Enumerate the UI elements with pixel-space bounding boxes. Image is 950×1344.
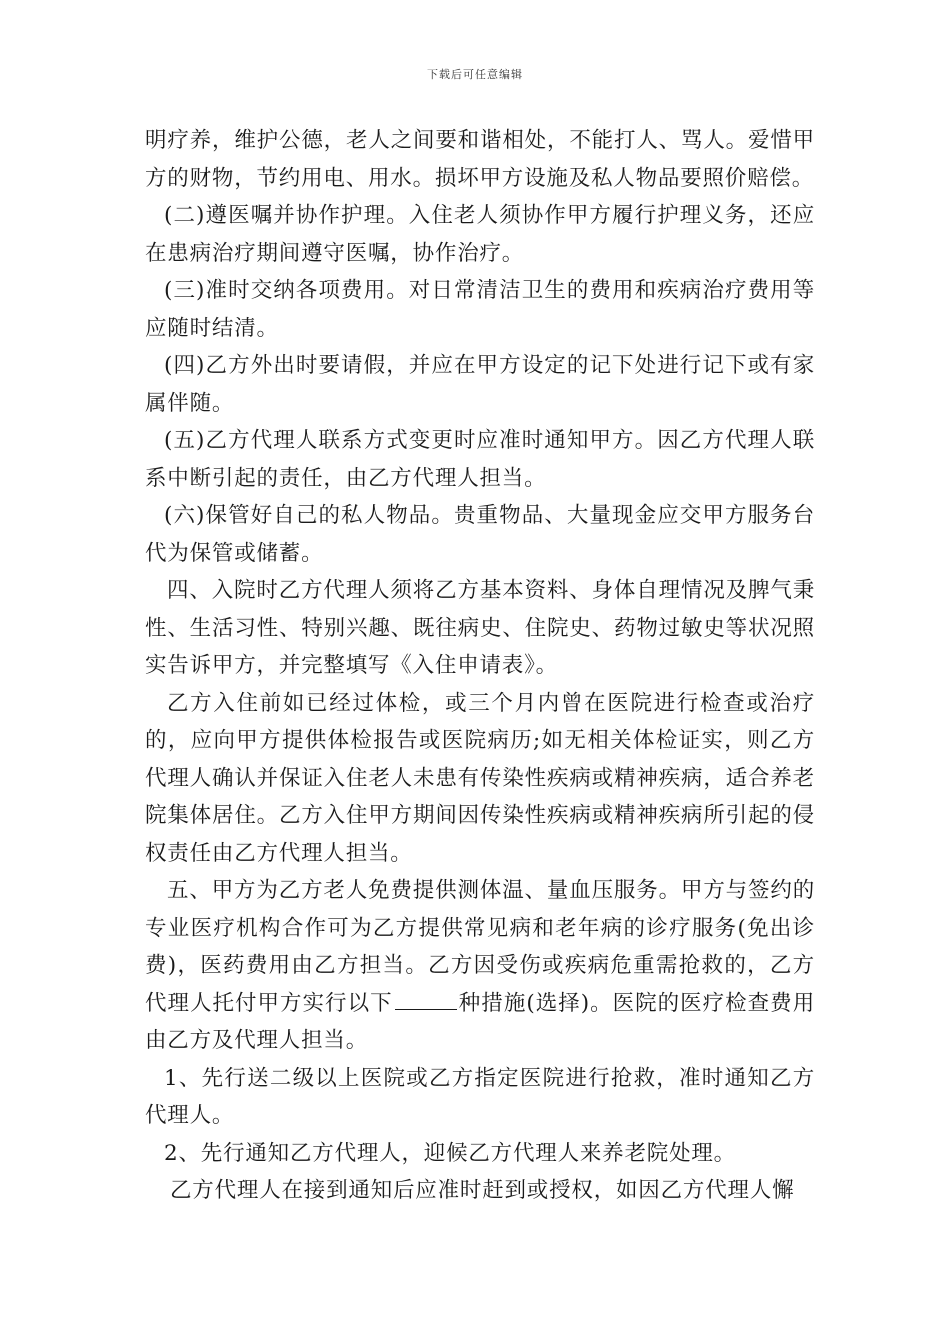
paragraph-health-check: 乙方入住前如已经过体检，或三个月内曾在医院进行检查或治疗的，应向甲方提供体检报告或医院病历;如无相关体检证实，则乙方代理人确认并保证入住老人未患有传染性疾病或精神疾病，适合养老院集体居住。乙方入住甲方期间因传染性疾病或精神疾病所引起的侵权责任由乙方代理人担当。 — [145, 690, 815, 866]
paragraph-item-4: (四)乙方外出时要请假，并应在甲方设定的记下处进行记下或有家属伴随。 — [145, 353, 815, 416]
page-header: 下载后可任意编辑 — [427, 68, 523, 81]
paragraph-conduct: 明疗养，维护公德，老人之间要和谐相处，不能打人、骂人。爱惜甲方的财物，节约用电、用水。损坏甲方设施及私人物品要照价赔偿。 — [145, 128, 815, 191]
paragraph-section-5 — [145, 872, 815, 1060]
section-5-text-end: 种措施(选择)。医院的医疗检查费用由乙方及代理人担当。 — [145, 990, 815, 1053]
paragraph-item-3: (三)准时交纳各项费用。对日常清洁卫生的费用和疾病治疗费用等应随时结清。 — [145, 278, 815, 341]
section-5-text-start: 五、甲方为乙方老人免费提供测体温、量血压服务。甲方与签约的专业医疗机构合作可为乙方提供常见病和老年病的诊疗服务(免出诊费)，医药费用由乙方担当。乙方因受伤或疾病危重需抢救的，乙方代理人托付甲方实行以下 — [145, 878, 815, 1016]
paragraph-option-1: 1、先行送二级以上医院或乙方指定医院进行抢救，准时通知乙方代理人。 — [145, 1065, 815, 1128]
document-body — [145, 122, 815, 1210]
paragraph-section-4: 四、入院时乙方代理人须将乙方基本资料、身体自理情况及脾气秉性、生活习性、特别兴趣、既往病史、住院史、药物过敏史等状况照实告诉甲方，并完整填写《入住申请表》。 — [145, 578, 815, 678]
paragraph-option-2: 2、先行通知乙方代理人，迎候乙方代理人来养老院处理。 — [164, 1140, 736, 1166]
paragraph-item-2: (二)遵医嘱并协作护理。入住老人须协作甲方履行护理义务，还应在患病治疗期间遵守医嘱，协作治疗。 — [145, 203, 815, 266]
paragraph-agent-notice: 乙方代理人在接到通知后应准时赶到或授权，如因乙方代理人懈 — [170, 1178, 795, 1203]
paragraph-item-5: (五)乙方代理人联系方式变更时应准时通知甲方。因乙方代理人联系中断引起的责任，由乙方代理人担当。 — [145, 428, 815, 491]
fill-in-blank — [395, 987, 457, 1010]
paragraph-item-6: (六)保管好自己的私人物品。贵重物品、大量现金应交甲方服务台代为保管或储蓄。 — [145, 503, 815, 566]
